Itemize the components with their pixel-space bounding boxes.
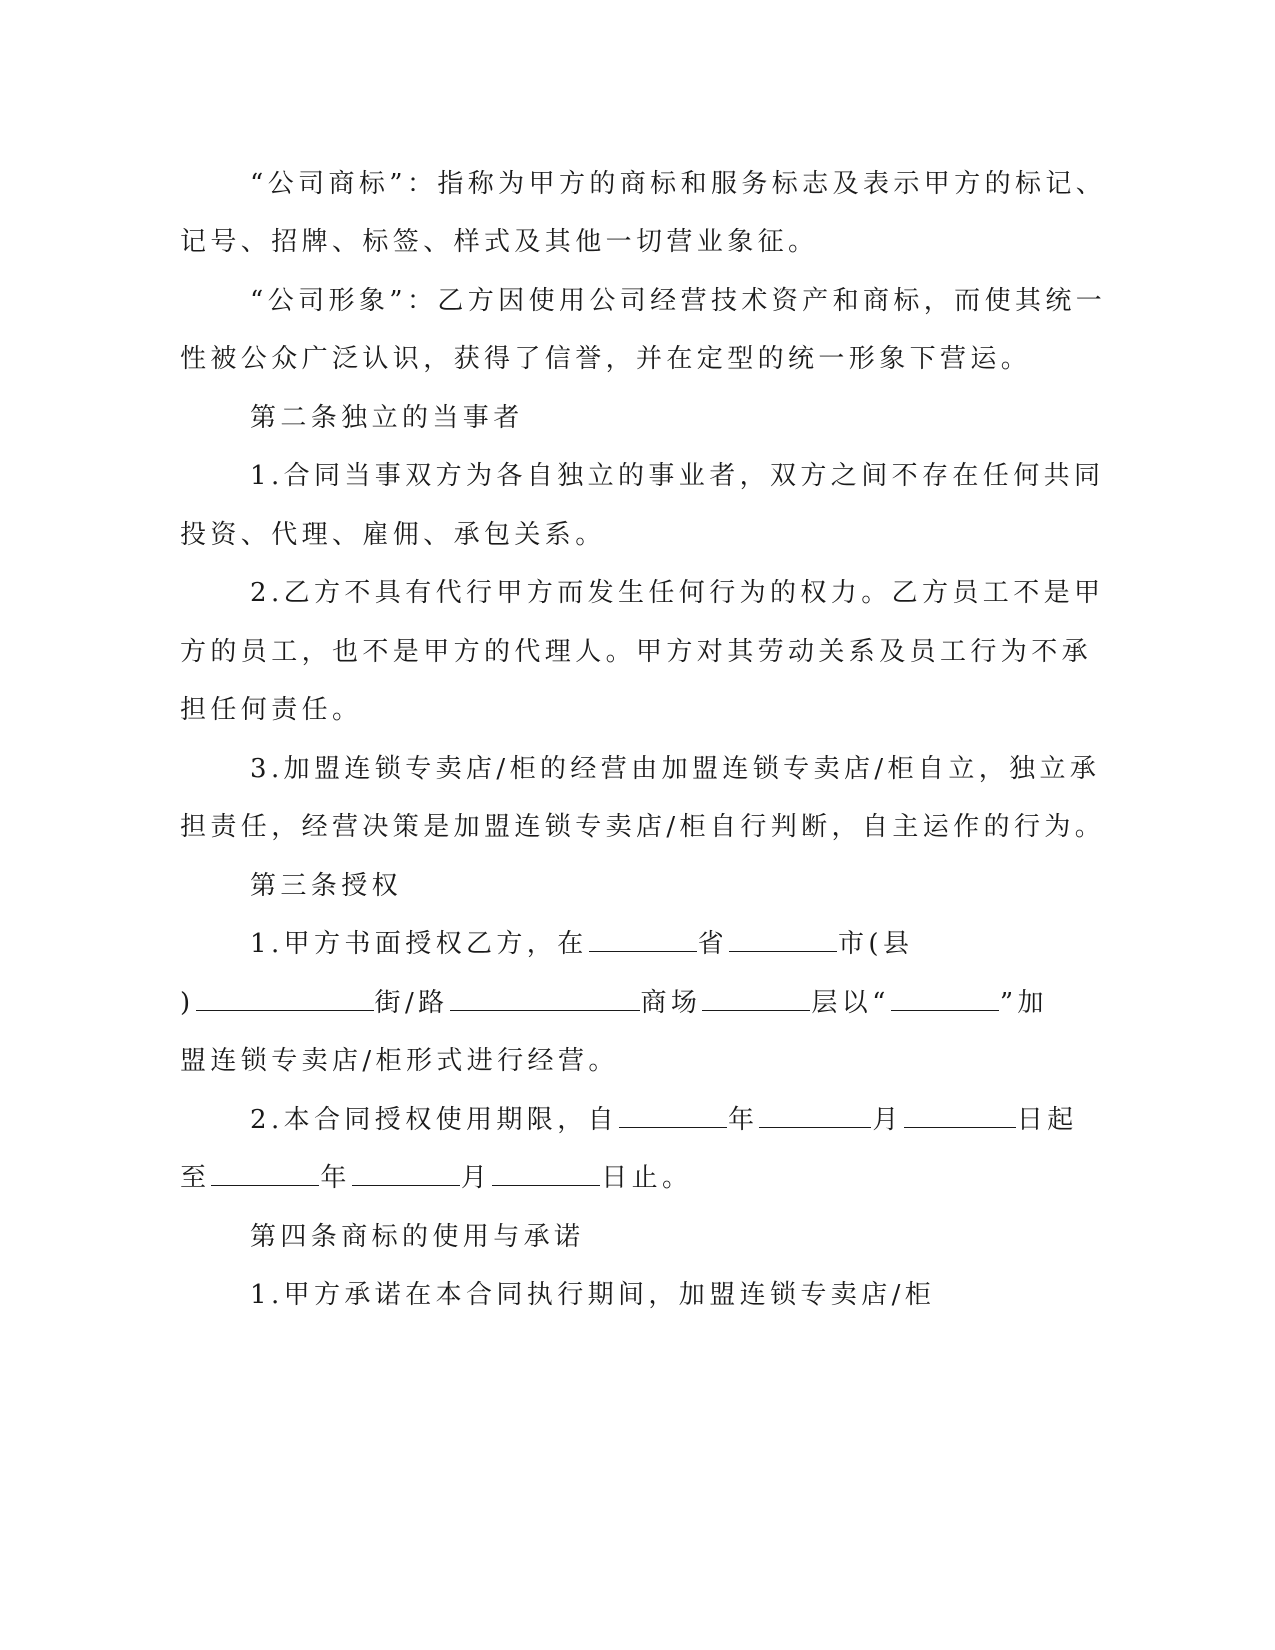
article-3-item-1-line-2 <box>180 986 1048 1020</box>
start-day-blank <box>904 1103 1016 1128</box>
term-to-label: 至 <box>180 1163 211 1193</box>
county-close: ) <box>180 988 195 1018</box>
article-2-item-2-line-1: 2.乙方不具有代行甲方而发生任何行为的权力。乙方员工不是甲 <box>250 578 1105 608</box>
article-2-item-2-line-3: 担任何责任。 <box>180 695 363 725</box>
article-3-item-2-line-1 <box>250 1103 1078 1137</box>
grant-prefix: 1.甲方书面授权乙方，在 <box>250 929 588 959</box>
article-2-item-2-line-2: 方的员工，也不是甲方的代理人。甲方对其劳动关系及员工行为不承 <box>180 637 1093 667</box>
definition-image-line-1: “公司形象”：乙方因使用公司经营技术资产和商标，而使其统一 <box>250 286 1107 316</box>
floor-label: 层以“ <box>811 988 890 1018</box>
definition-trademark-line-1: “公司商标”：指称为甲方的商标和服务标志及表示甲方的标记、 <box>250 169 1107 199</box>
article-3-item-1-line-1 <box>250 927 913 961</box>
article-3-title: 第三条授权 <box>250 871 403 901</box>
start-month-label: 月 <box>872 1105 903 1135</box>
province-label: 省 <box>697 929 729 959</box>
mall-label: 商场 <box>640 988 702 1018</box>
mall-blank <box>702 986 810 1011</box>
article-4-title: 第四条商标的使用与承诺 <box>250 1222 585 1252</box>
street-blank <box>450 986 640 1011</box>
city-blank <box>729 927 837 952</box>
article-2-item-1-line-2: 投资、代理、雇佣、承包关系。 <box>180 520 606 550</box>
end-month-blank <box>352 1161 460 1186</box>
start-year-label: 年 <box>728 1105 759 1135</box>
definition-image-line-2: 性被公众广泛认识，获得了信誉，并在定型的统一形象下营运。 <box>180 344 1032 374</box>
street-label: 街/路 <box>374 988 449 1018</box>
article-2-item-1-line-1: 1.合同当事双方为各自独立的事业者，双方之间不存在任何共同 <box>250 461 1105 491</box>
article-2-title: 第二条独立的当事者 <box>250 403 524 433</box>
city-label: 市(县 <box>838 929 914 959</box>
definition-trademark-line-2: 记号、招牌、标签、样式及其他一切营业象征。 <box>180 227 819 257</box>
end-year-label: 年 <box>320 1163 351 1193</box>
end-year-blank <box>211 1161 319 1186</box>
end-day-label: 日止。 <box>601 1163 693 1193</box>
province-blank <box>589 927 697 952</box>
article-3-item-2-line-2 <box>180 1161 692 1195</box>
start-year-blank <box>619 1103 727 1128</box>
store-name-blank <box>891 986 999 1011</box>
article-4-item-1-line-1: 1.甲方承诺在本合同执行期间，加盟连锁专卖店/柜 <box>250 1280 936 1310</box>
article-2-item-3-line-2: 担责任，经营决策是加盟连锁专卖店/柜自行判断，自主运作的行为。 <box>180 812 1106 842</box>
end-day-blank <box>492 1161 600 1186</box>
article-2-item-3-line-1: 3.加盟连锁专卖店/柜的经营由加盟连锁专卖店/柜自立，独立承 <box>250 754 1101 784</box>
article-3-item-1-line-3: 盟连锁专卖店/柜形式进行经营。 <box>180 1046 619 1076</box>
county-blank <box>196 986 374 1011</box>
end-month-label: 月 <box>460 1163 492 1193</box>
term-prefix: 2.本合同授权使用期限，自 <box>250 1105 619 1135</box>
join-label: ”加 <box>999 988 1048 1018</box>
start-month-blank <box>759 1103 871 1128</box>
start-day-label: 日起 <box>1016 1105 1078 1135</box>
